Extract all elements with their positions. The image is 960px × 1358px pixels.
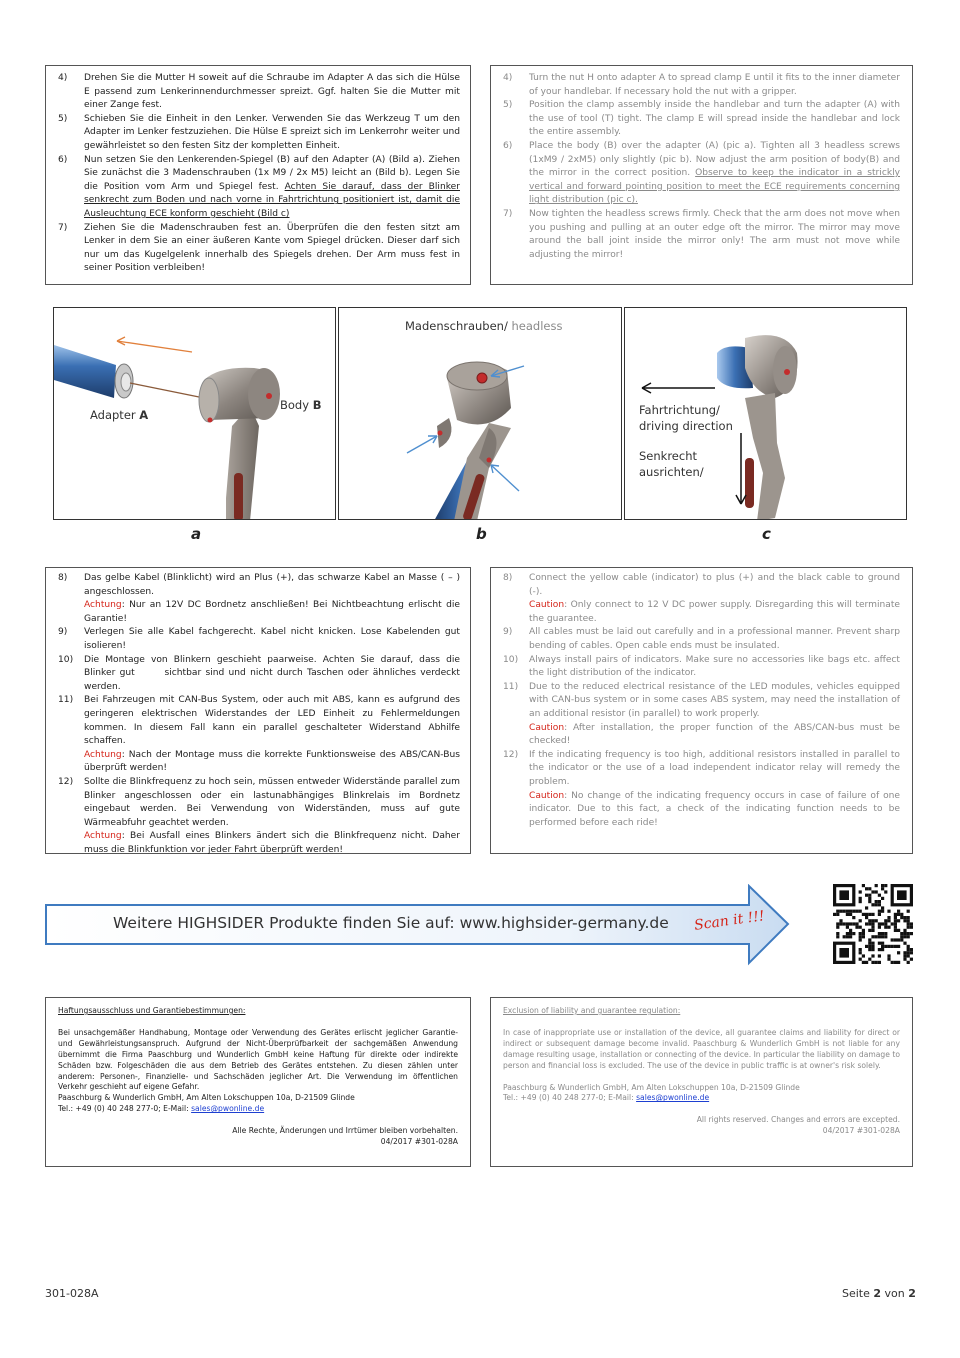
figure-b-illustration: [339, 308, 622, 520]
list-item: 7) Ziehen Sie die Madenschrauben fest an. Überprüfen die den festen sitzt am Lenker in dem Sie an einer äußeren Kante vom Spiegel drücken. Dieser darf sich nur um das Kugelgelenk innerhalb des Spiegels drehen. Der Arm muss fest in seiner Position verbleiben!: [58, 222, 460, 274]
steps-list-en-mid: [503, 572, 900, 830]
label-driving-direction-de: Fahrtrichtung/: [639, 403, 720, 417]
list-item: 10) Always install pairs of indicators. Make sure no accessories like bags etc. affect the light distribution of the indicator.: [503, 654, 900, 679]
list-item: 5) Position the clamp assembly inside the handlebar and turn the adapter (A) with the use of tool (T) tight. The clamp E will spread inside the handlebar and lock the entire assembly.: [503, 100, 900, 138]
list-item: 9) All cables must be laid out carefully and in a professional manner. Prevent sharp bending of cables. Open cable ends must be insulated.: [503, 627, 900, 651]
label-body: Body B: [280, 398, 322, 412]
disclaimer-en: [490, 997, 913, 1167]
label-adapter: Adapter A: [90, 408, 149, 422]
qr-code[interactable]: [833, 884, 913, 964]
steps-list-de-top: [58, 72, 460, 276]
figure-a: [53, 307, 336, 520]
banner-text: Weitere HIGHSIDER Produkte finden Sie auf: www.highsider-germany.de: [113, 914, 669, 932]
footer-page-number: Seite 2 von 2: [842, 1287, 916, 1300]
steps-list-de-mid: [58, 572, 463, 857]
disclaimer-de-code: 04/2017 #301-028A: [380, 1137, 458, 1147]
list-item: 10) Die Montage von Blinkern geschieht paarweise. Achten Sie darauf, dass die Blinker gut sichtbar sind und nicht durch Taschen oder ähnliches verdeckt werden.: [58, 654, 463, 692]
disclaimer-en-code: 04/2017 #301-028A: [822, 1126, 900, 1136]
list-item: 4) Drehen Sie die Mutter H soweit auf die Schraube im Adapter A das sich die Hülse E passend zum Lenkerinnendurchmesser spreizt. Ggf. halten Sie die Mutter mit einer Zange fest.: [58, 73, 460, 111]
list-item: 8) Das gelbe Kabel (Blinklicht) wird an Plus (+), das schwarze Kabel an Masse ( – ) angeschlossen. Achtung: Nur an 12V DC Bordnetz anschließen! Bei Nichtbeachtung erlischt die Garantie!: [58, 573, 460, 624]
disclaimer-de-rights: Alle Rechte, Änderungen und Irrtümer bleiben vorbehalten.: [232, 1126, 458, 1136]
disclaimer-en-rights: All rights reserved. Changes and errors are excepted.: [696, 1115, 900, 1125]
disclaimer-de-title: Haftungsausschluss und Garantiebestimmungen:: [58, 1006, 246, 1015]
instructions-en-top: [490, 65, 913, 285]
figure-c: [624, 307, 907, 520]
list-item: 4) Turn the nut H onto adapter A to spread clamp E until it fits to the inner diameter of your handlebar. If necessary hold the nut with a gripper.: [503, 73, 900, 97]
list-item: 6) Nun setzen Sie den Lenkerenden-Spiegel (B) auf den Adapter (A) (Bild a). Ziehen Sie zunächst die 3 Madenschrauben (1x M9 / 2x M5) leicht an (Bild b). Legen Sie die Position vom Arm und Spiegel fest. Achten Sie darauf, dass der Blinker senkrecht zum Boden und nach vorne in Fahrtrichtung positioniert ist, damit die Ausleuchtung ECE konform geschieht (Bild c): [58, 154, 460, 219]
label-headless-screws: Madenschrauben/ headless: [405, 319, 563, 333]
list-item: 11) Due to the reduced electrical resistance of the LED modules, vehicles equipped with CAN-bus system or in some cases ABS system, may need the installation of an additional resistor (in parallel) to work properly. Caution: After installation, the proper function of the ABS/CAN-bus must be checked!: [503, 681, 900, 747]
list-item: 9) Verlegen Sie alle Kabel fachgerecht. Kabel nicht knicken. Lose Kabelenden gut isolieren!: [58, 627, 460, 651]
disclaimer-de-body: Bei unsachgemäßer Handhabung, Montage oder Verwendung des Gerätes erlischt jeglicher Garantie- und Gewährleistungsanspruch. Aufgrund der Nicht-Überprüfbarkeit der sachgemäßen Anwendung übernimmt die Firma Paaschburg und Wunderlich GmbH keine Haftung für direkte oder indirekte Schäden bzw. Folgeschäden die aus dem Betrieb des Gerätes entstehen. Zu diesen zählen unter anderem: Personen-, Finanzielle- und Sachschäden jeglicher Art. Die Verwendung im öffentlichen Verkehr geschieht auf eigene Gefahr.: [58, 1027, 458, 1092]
list-item: 11) Bei Fahrzeugen mit CAN-Bus System, oder auch mit ABS, kann es aufgrund des geringeren elektrischen Widerstandes der LED Einheit zu Fehlermeldungen kommen. In diesem Fall kann ein parallel geschalteter Widerstand Abhilfe schaffen. Achtung: Nach der Montage muss die korrekte Funktionsweise des ABS/CAN-Bus überprüft werden!: [58, 695, 460, 774]
list-item: 6) Place the body (B) over the adapter (A) (pic a). Tighten all 3 headless screws (1xM9 / 2xM5) only slightly (pic b). Now adjust the arm position of body(B) and the mirror in the correct position. Observe to keep the indicator in a strickly vertical and forward pointing position to meet the ECE requirements concerning light distribution (pic c).: [503, 140, 900, 206]
disclaimer-en-title: Exclusion of liability and guarantee regulation:: [503, 1006, 681, 1015]
instructions-de-mid: [45, 567, 471, 854]
label-driving-direction-en: driving direction: [639, 419, 733, 433]
list-item: 12) Sollte die Blinkfrequenz zu hoch sein, müssen entweder Widerstände parallel zum Blinker angeschlossen oder ein lastunabhängiges Blinkrelais im Bordnetz eingebaut werden. Bei Verwendung von Widerständen, muss auf gute Wärmeabfuhr geachtet werden. Achtung: Bei Ausfall eines Blinkers ändert sich die Blinkfrequenz nicht. Daher muss die Blinkfunktion vor jeder Fahrt überprüft werden!: [58, 776, 460, 855]
disclaimer-de-contact: Tel.: +49 (0) 40 248 277-0; E-Mail: sales@pwonline.de: [58, 1104, 265, 1114]
qr-cells: [833, 884, 913, 964]
list-item: 12) If the indicating frequency is too high, additional resistors installed in parallel to the indicator or the use of a load independent indicator relay will remedy the problem. Caution: No change of the indicating frequency occurs in case of failure of one indicator. Due to this fact, a check of the indicating function needs to be performed before each ride!: [503, 749, 900, 828]
disclaimer-en-address: Paaschburg & Wunderlich GmbH, Am Alten Lokschuppen 10a, D-21509 Glinde: [503, 1082, 800, 1092]
instructions-de-top: [45, 65, 471, 285]
footer-document-code: 301-028A: [45, 1287, 99, 1300]
figure-b: [338, 307, 622, 520]
list-item: 8) Connect the yellow cable (indicator) to plus (+) and the black cable to ground (-). Caution: Only connect to 12 V DC power supply. Disregarding this will terminate the guarantee.: [503, 573, 900, 624]
list-item: 7) Now tighten the headless screws firmly. Check that the arm does not move when you pushing and pulling at an outer edge oft the mirror. The mirror may move around the ball joint inside the mirror only! The arm must not move while adjusting the mirror!: [503, 208, 900, 260]
email-link[interactable]: sales@pwonline.de: [191, 1104, 265, 1114]
email-link[interactable]: sales@pwonline.de: [636, 1093, 710, 1103]
figure-letter-c: c: [762, 525, 771, 543]
disclaimer-de-address: Paaschburg & Wunderlich GmbH, Am Alten Lokschuppen 10a, D-21509 Glinde: [58, 1093, 355, 1103]
list-item: 5) Schieben Sie die Einheit in den Lenker. Verwenden Sie das Werkzeug T um den Adapter im Lenker festzuziehen. Die Hülse E spreizt sich im Lenkerrohr weiter und gewährleistet so den festen Sitz der kompletten Einheit.: [58, 113, 460, 151]
disclaimer-en-body: In case of inappropriate use or installation of the device, all guarantee claims and liability for direct or indirect or subsequent damage become invalid. Paaschburg & Wunderlich GmbH is not liable for any damage resulting usage, installation or connecting of the device. In particular the liability on damage to person and financial loss is excluded. The use of the device in public traffic is at owner's risk solely.: [503, 1027, 900, 1070]
label-vertical-1: Senkrecht: [639, 449, 697, 463]
figure-letter-a: a: [191, 525, 202, 543]
instructions-en-mid: [490, 567, 913, 854]
disclaimer-en-contact: Tel.: +49 (0) 40 248 277-0; E-Mail: sales@pwonline.de: [503, 1093, 710, 1103]
figure-letter-b: b: [476, 525, 487, 543]
scan-it-label: Scan it !!!: [693, 908, 766, 934]
disclaimer-de: [45, 997, 471, 1167]
label-vertical-2: ausrichten/: [639, 465, 704, 479]
steps-list-en-top: [503, 72, 900, 262]
